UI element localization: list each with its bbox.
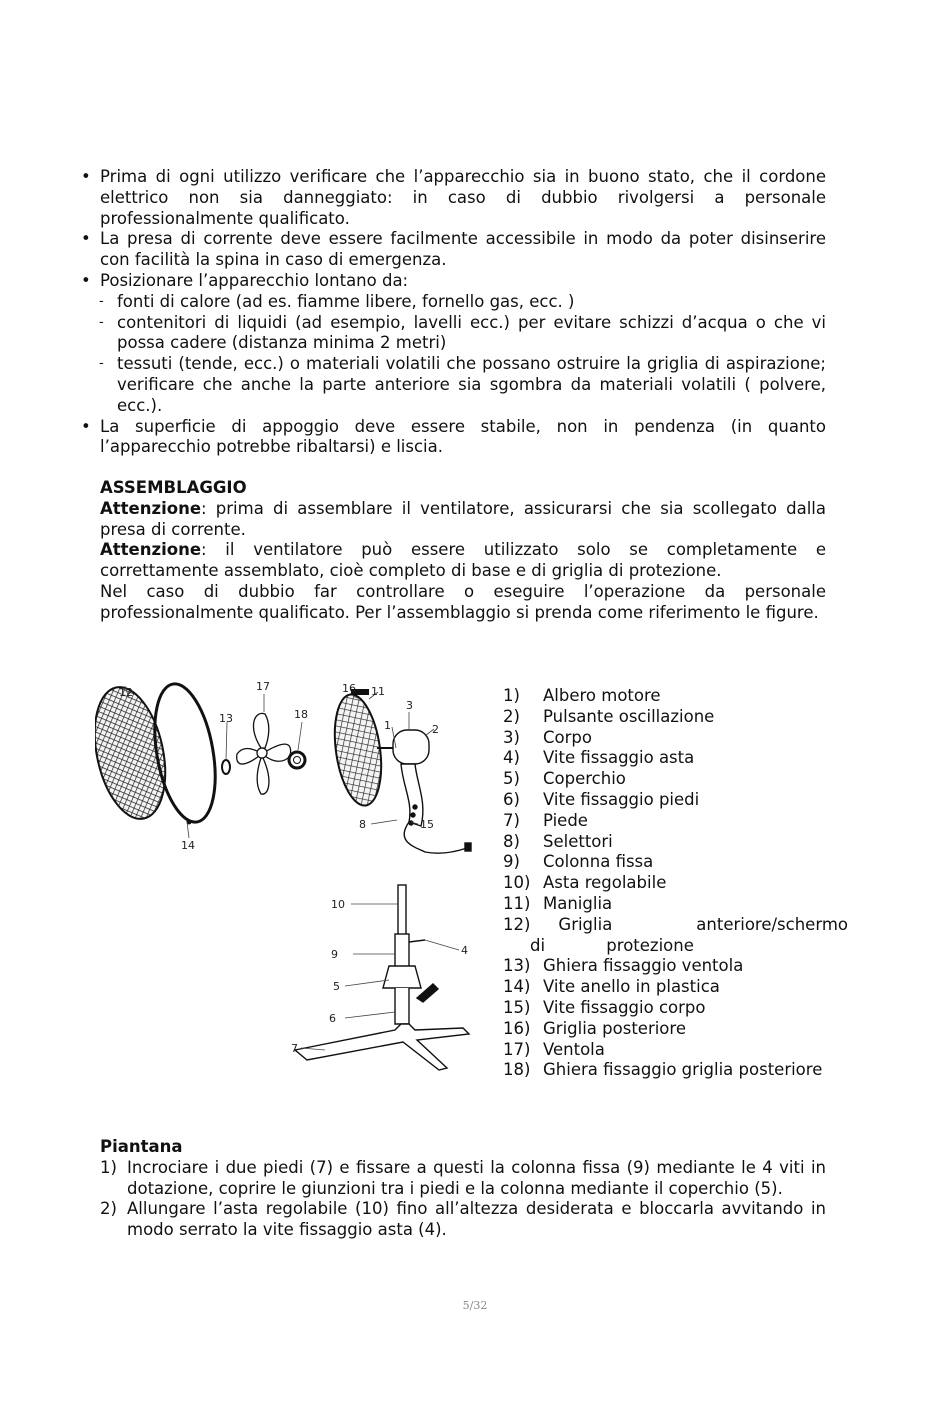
list-item	[503, 977, 848, 998]
list-item	[503, 686, 848, 707]
list-item	[503, 915, 848, 957]
blade-spinner	[222, 760, 230, 774]
item-number: 17)	[503, 1039, 531, 1059]
item-number: 11)	[503, 893, 531, 913]
list-item	[503, 998, 848, 1019]
list-item	[503, 811, 848, 832]
list-item	[503, 790, 848, 811]
item-number: 10)	[503, 873, 531, 893]
fan-exploded-diagram	[95, 672, 485, 1082]
page-number: 5/32	[462, 1299, 488, 1312]
list-item	[503, 707, 848, 728]
step-text: Allungare l’asta regolabile (10) fino all’altezza desiderata e bloccarla avvitando in modo serrato la vite fissaggio asta (4).	[127, 1199, 826, 1240]
item-number: 9)	[503, 852, 520, 872]
dash-item: - fonti di calore (ad es. fiamme libere, fornello gas, ecc. )	[80, 292, 826, 313]
item-label: Vite fissaggio piedi	[543, 789, 700, 809]
item-number: 1)	[503, 686, 520, 705]
bullet-item: • La presa di corrente deve essere facilmente accessibile in modo da poter disinserire con facilità la spina in caso di emergenza.	[80, 229, 826, 271]
item-label: Ghiera fissaggio griglia posteriore	[543, 1060, 823, 1080]
callout-label: 17	[256, 680, 270, 693]
item-label: Vite fissaggio corpo	[543, 997, 706, 1017]
item-label: Pulsante oscillazione	[543, 706, 715, 726]
item-label: Ghiera fissaggio ventola	[543, 956, 744, 976]
safety-bullets	[80, 167, 826, 458]
item-number: 5)	[503, 769, 520, 789]
attention-note	[80, 540, 826, 582]
attention-note	[80, 499, 826, 541]
attention-text: : il ventilatore può essere utilizzato solo se completamente e correttamente assemblato, cioè completo di base e di griglia di protezione.	[100, 540, 826, 581]
bullet-item: • La superficie di appoggio deve essere stabile, non in pendenza (in quanto l’apparecchio potrebbe ribaltarsi) e liscia.	[80, 417, 826, 459]
item-number: 15)	[503, 997, 531, 1017]
attention-label: Attenzione	[100, 540, 202, 560]
item-number: 18)	[503, 1060, 531, 1080]
fan-stand	[295, 885, 469, 1070]
dash-item: - tessuti (tende, ecc.) o materiali volatili che possano ostruire la griglia di aspirazione; verificare che anche la parte anteriore sia sgombra da materiali volatili ( polvere, ecc.).	[80, 354, 826, 416]
list-item	[503, 873, 848, 894]
callout-label: 14	[181, 839, 195, 852]
piantana-section	[80, 1137, 826, 1241]
item-label: Corpo	[543, 727, 592, 747]
bullet-item: • Prima di ogni utilizzo verificare che l’apparecchio sia in buono stato, che il cordone elettrico non sia danneggiato: in caso di dubbio rivolgersi a personale professionalmente qualificato.	[80, 167, 826, 229]
callout-label: 5	[333, 980, 340, 993]
step-text: Incrociare i due piedi (7) e fissare a questi la colonna fissa (9) mediante le 4 viti in dotazione, coprire le giunzioni tra i piedi e la colonna mediante il coperchio (5).	[127, 1157, 826, 1198]
list-item	[503, 769, 848, 790]
assembly-section	[80, 478, 826, 624]
item-number: 16)	[503, 1018, 531, 1038]
item-label: Coperchio	[543, 769, 626, 789]
item-label: Piede	[543, 810, 588, 830]
item-number: 12)	[503, 914, 531, 934]
list-item	[503, 1019, 848, 1040]
item-label: Vite anello in plastica	[543, 977, 720, 997]
callout-label: 16	[342, 682, 356, 695]
item-label: Albero motore	[543, 686, 661, 705]
callout-label: 4	[461, 944, 468, 957]
front-grille	[95, 681, 176, 826]
item-label: Ventola	[543, 1039, 605, 1059]
callout-label: 6	[329, 1012, 336, 1025]
callout-label: 11	[371, 685, 385, 698]
item-number: 13)	[503, 956, 531, 976]
parts-list	[503, 686, 848, 1081]
paragraph: Nel caso di dubbio far controllare o eseguire l’operazione da personale professionalmente qualificato. Per l’assemblaggio si prenda come riferimento le figure.	[100, 581, 826, 622]
section-heading: ASSEMBLAGGIO	[100, 478, 247, 497]
callout-label: 2	[432, 723, 439, 736]
item-number: 14)	[503, 977, 531, 997]
list-item	[503, 1060, 848, 1081]
callout-label: 7	[291, 1042, 298, 1055]
callout-label: 3	[406, 699, 413, 712]
item-label: Asta regolabile	[543, 873, 667, 893]
callout-label: 15	[420, 818, 434, 831]
item-number: 2)	[503, 706, 520, 726]
list-item	[503, 728, 848, 749]
callout-label: 8	[359, 818, 366, 831]
item-number: 7)	[503, 810, 520, 830]
item-number: 4)	[503, 748, 520, 768]
list-item	[503, 956, 848, 977]
callout-label: 10	[331, 898, 345, 911]
bullet-item: • Posizionare l’apparecchio lontano da:	[80, 271, 826, 292]
list-item	[503, 748, 848, 769]
list-item	[503, 894, 848, 915]
rear-grille	[328, 691, 387, 808]
dash-item: - contenitori di liquidi (ad esempio, lavelli ecc.) per evitare schizzi d’acqua o che vi possa cadere (distanza minima 2 metri)	[80, 313, 826, 355]
fan-blades	[237, 713, 291, 794]
step-item	[100, 1158, 826, 1200]
list-item	[503, 1040, 848, 1061]
item-number: 8)	[503, 831, 520, 851]
item-label: Griglia posteriore	[543, 1018, 686, 1038]
item-number: 6)	[503, 789, 520, 809]
item-label: Colonna fissa	[543, 852, 654, 872]
attention-text: : prima di assemblare il ventilatore, assicurarsi che sia scollegato dalla presa di corrente.	[100, 498, 826, 539]
item-label: Maniglia	[543, 893, 613, 913]
item-label: Selettori	[543, 831, 613, 851]
step-number: 2)	[100, 1199, 117, 1219]
step-item	[100, 1199, 826, 1241]
callout-label: 1	[384, 719, 391, 732]
attention-label: Attenzione	[100, 498, 202, 518]
callout-label: 18	[294, 708, 308, 721]
section-heading: Piantana	[100, 1137, 183, 1156]
motor-body	[377, 730, 471, 853]
item-number: 3)	[503, 727, 520, 747]
step-number: 1)	[100, 1157, 117, 1177]
callout-label: 13	[219, 712, 233, 725]
item-label: Vite fissaggio asta	[543, 748, 695, 768]
callout-label: 12	[119, 686, 133, 699]
list-item	[503, 852, 848, 873]
callout-label: 9	[331, 948, 338, 961]
item-label: Griglia anteriore/schermo di protezione	[530, 914, 848, 955]
list-item	[503, 832, 848, 853]
